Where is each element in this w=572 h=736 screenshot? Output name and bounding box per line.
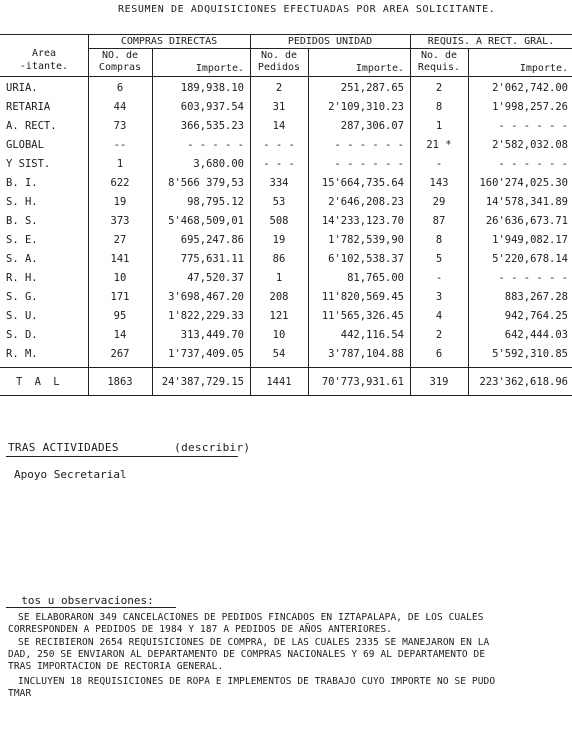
cell-requis-importe: 5'220,678.14 [492,253,568,265]
note-line: TRAS IMPORTACION DE RECTORIA GENERAL. [8,661,224,672]
total-pedidos-no: 1441 [266,376,292,388]
cell-compras-importe: 3,680.00 [193,158,244,170]
total-requis-no: 319 [429,376,449,388]
cell-compras-no: 10 [113,272,127,284]
cell-pedidos-importe: 3'787,104.88 [328,348,404,360]
cell-requis-no: 8 [435,101,443,113]
cell-compras-no: 73 [113,120,127,132]
cell-compras-no: -- [113,139,127,151]
header-compras-importe: Importe. [195,63,244,74]
cell-requis-no: 8 [435,234,443,246]
total-compras-importe: 24'387,729.15 [161,376,244,388]
cell-compras-importe: 1'822,229.33 [168,310,244,322]
cell-requis-importe: 14'578,341.89 [485,196,568,208]
cell-compras-importe: 775,631.11 [180,253,244,265]
cell-compras-no: 622 [110,177,130,189]
cell-requis-importe: - - - - - - [498,158,568,170]
cell-compras-no: 171 [110,291,130,303]
header-compras-no: NO. de [101,50,139,61]
cell-requis-importe: 2'582,032.08 [492,139,568,151]
cell-compras-importe: 189,938.10 [180,82,244,94]
cell-requis-no: 6 [435,348,443,360]
cell-compras-importe: 47,520.37 [187,272,244,284]
cell-area: URIA. [6,82,38,94]
total-pedidos-importe: 70'773,931.61 [321,376,404,388]
cell-area: B. S. [6,215,38,227]
cell-compras-no: 373 [110,215,130,227]
cell-requis-importe: 642,444.03 [504,329,568,341]
cell-requis-no: 143 [429,177,449,189]
cell-pedidos-no: 508 [269,215,289,227]
cell-area: R. H. [6,272,38,284]
cell-pedidos-no: 2 [275,82,283,94]
cell-compras-no: 141 [110,253,130,265]
cell-pedidos-no: 54 [272,348,286,360]
cell-area: B. I. [6,177,38,189]
cell-requis-no: 3 [435,291,443,303]
note-line: SE RECIBIERON 2654 REQUISICIONES DE COMPRA, DE LAS CUALES 2335 SE MANEJARON EN LA [18,637,490,648]
header-compras-no-2: Compras [98,62,142,73]
acquisitions-table [0,34,572,396]
cell-requis-importe: 5'592,310.85 [492,348,568,360]
cell-pedidos-importe: 2'646,208.23 [328,196,404,208]
cell-area: A. RECT. [6,120,57,132]
header-bottom-rule [0,76,572,77]
note-line: INCLUYEN 18 REQUISICIONES DE ROPA E IMPLEMENTOS DE TRABAJO CUYO IMPORTE NO SE PUDO [18,676,496,687]
cell-compras-importe: 695,247.86 [180,234,244,246]
cell-compras-no: 19 [113,196,127,208]
cell-pedidos-importe: 2'109,310.23 [328,101,404,113]
cell-pedidos-importe: 11'565,326.45 [321,310,404,322]
cell-compras-importe: 313,449.70 [180,329,244,341]
cell-area: S. U. [6,310,38,322]
cell-area: GLOBAL [6,139,44,151]
header-pedidos-no: No. de [260,50,298,61]
cell-requis-importe: 1'998,257.26 [492,101,568,113]
total-requis-importe: 223'362,618.96 [479,376,568,388]
header-compras-group: COMPRAS DIRECTAS [120,36,218,47]
cell-compras-importe: 8'566 379,53 [168,177,244,189]
otras-underline [6,456,238,457]
cell-pedidos-no: 53 [272,196,286,208]
cell-pedidos-no: - - - [263,158,295,170]
cell-compras-importe: - - - - - [187,139,244,151]
cell-compras-importe: 5'468,509,01 [168,215,244,227]
cell-pedidos-no: 10 [272,329,286,341]
cell-compras-no: 267 [110,348,130,360]
cell-requis-importe: - - - - - - [498,272,568,284]
note-line: CORRESPONDEN A PEDIDOS DE 1984 Y 187 A PEDIDOS DE AÑOS ANTERIORES. [8,624,393,635]
cell-area: S. G. [6,291,38,303]
total-compras-no: 1863 [107,376,133,388]
table-top-rule [0,34,572,35]
cell-requis-importe: - - - - - - [498,120,568,132]
cell-pedidos-importe: 11'820,569.45 [321,291,404,303]
cell-pedidos-no: 334 [269,177,289,189]
cell-pedidos-no: 86 [272,253,286,265]
cell-requis-no: - [435,272,443,284]
cell-pedidos-no: 1 [275,272,283,284]
cell-compras-no: 14 [113,329,127,341]
header-requis-no-2: Requis. [417,62,461,73]
cell-area: S. D. [6,329,38,341]
cell-compras-importe: 3'698,467.20 [168,291,244,303]
cell-pedidos-no: 19 [272,234,286,246]
header-area: Area [31,48,57,59]
cell-compras-importe: 366,535.23 [180,120,244,132]
cell-requis-importe: 160'274,025.30 [479,177,568,189]
header-area-2: -itante. [19,61,69,72]
cell-pedidos-importe: 442,116.54 [340,329,404,341]
note-line: TMAR [8,688,32,699]
total-top-rule [0,367,572,368]
cell-pedidos-no: 121 [269,310,289,322]
cell-pedidos-importe: - - - - - - [334,158,404,170]
cell-compras-importe: 98,795.12 [187,196,244,208]
cell-compras-no: 6 [116,82,124,94]
cell-requis-no: 29 [432,196,446,208]
notes-underline [6,607,176,608]
header-requis-group: REQUIS. A RECT. GRAL. [427,36,555,47]
note-line: DAD, 250 SE ENVIARON AL DEPARTAMENTO DE COMPRAS NACIONALES Y 69 AL DEPARTAMENTO DE [8,649,486,660]
notes-title: tos u observaciones: [8,594,154,607]
cell-requis-no: 5 [435,253,443,265]
cell-requis-importe: 942,764.25 [504,310,568,322]
cell-pedidos-importe: 251,287.65 [340,82,404,94]
otras-item: Apoyo Secretarial [14,468,127,481]
cell-area: S. E. [6,234,38,246]
header-pedidos-no-2: Pedidos [257,62,301,73]
group-header-rule [88,48,572,49]
cell-compras-no: 27 [113,234,127,246]
note-line: SE ELABORARON 349 CANCELACIONES DE PEDIDOS FINCADOS EN IZTAPALAPA, DE LOS CUALES [18,612,484,623]
cell-area: S. A. [6,253,38,265]
cell-requis-no: 2 [435,329,443,341]
cell-pedidos-importe: 15'664,735.64 [321,177,404,189]
cell-pedidos-no: 208 [269,291,289,303]
cell-requis-importe: 26'636,673.71 [485,215,568,227]
cell-pedidos-importe: 287,306.07 [340,120,404,132]
cell-requis-no: 2 [435,82,443,94]
cell-compras-no: 1 [116,158,124,170]
cell-pedidos-no: 14 [272,120,286,132]
cell-compras-importe: 1'737,409.05 [168,348,244,360]
cell-requis-importe: 2'062,742.00 [492,82,568,94]
cell-compras-no: 95 [113,310,127,322]
cell-requis-importe: 883,267.28 [504,291,568,303]
header-requis-importe: Importe. [519,63,568,74]
cell-pedidos-importe: 81,765.00 [347,272,404,284]
cell-pedidos-no: 31 [272,101,286,113]
cell-requis-no: - [435,158,443,170]
cell-requis-no: 87 [432,215,446,227]
cell-pedidos-importe: 14'233,123.70 [321,215,404,227]
header-pedidos-group: PEDIDOS UNIDAD [287,36,373,47]
header-requis-no: No. de [420,50,458,61]
cell-area: RETARIA [6,101,51,113]
cell-pedidos-importe: - - - - - - [334,139,404,151]
cell-pedidos-importe: 1'782,539,90 [328,234,404,246]
cell-area: R. M. [6,348,38,360]
cell-requis-no: 1 [435,120,443,132]
cell-compras-no: 44 [113,101,127,113]
cell-area: Y SIST. [6,158,51,170]
cell-area: S. H. [6,196,38,208]
table-bottom-rule [0,395,572,396]
document-title: RESUMEN DE ADQUISICIONES EFECTUADAS POR AREA SOLICITANTE. [118,4,496,15]
otras-actividades-title: TRAS ACTIVIDADES (describir) [8,441,251,454]
cell-pedidos-no: - - - [263,139,295,151]
total-label: T A L [16,376,63,388]
cell-requis-no: 4 [435,310,443,322]
cell-requis-importe: 1'949,082.17 [492,234,568,246]
cell-requis-no: 21 * [426,139,452,151]
header-pedidos-importe: Importe. [355,63,404,74]
cell-pedidos-importe: 6'102,538.37 [328,253,404,265]
cell-compras-importe: 603,937.54 [180,101,244,113]
